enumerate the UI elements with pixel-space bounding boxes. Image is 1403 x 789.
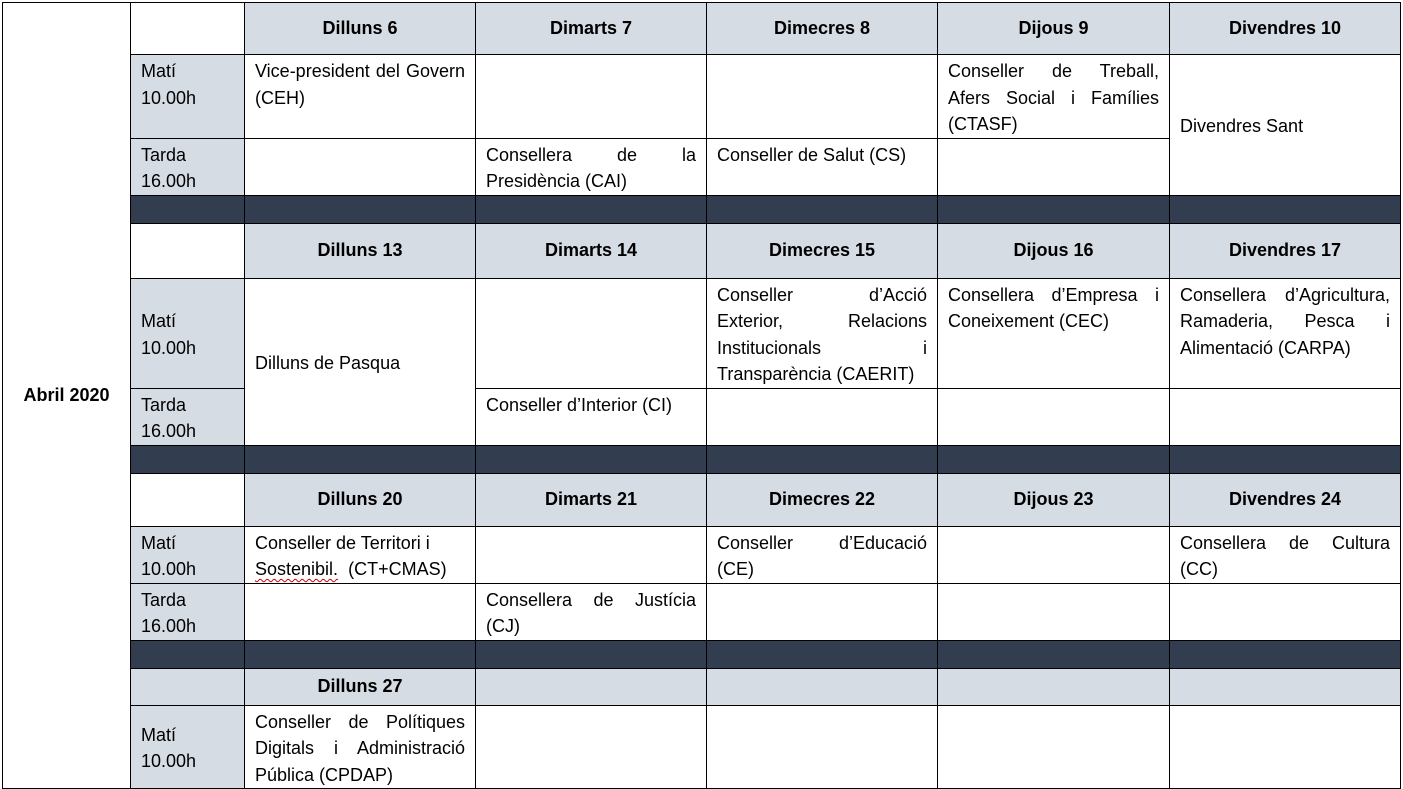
cell-mati: Consellera d’Agricultura, Ramaderia, Pesca i Alimentació (CARPA) (1170, 278, 1401, 388)
slot-tarda: Tarda 16.00h (131, 583, 245, 640)
cell-tarda (1170, 388, 1401, 445)
corner-cell (131, 473, 245, 526)
cell-mati: Conseller de Territori i Sostenibil. (CT+CMAS) (245, 526, 476, 583)
cell-mati (476, 705, 707, 789)
slot-mati: Matí 10.00h (131, 705, 245, 789)
separator (245, 195, 476, 223)
day-header: Dilluns 27 (245, 668, 476, 705)
separator (476, 445, 707, 473)
cell-mati: Conseller de Treball, Afers Social i Famílies (CTASF) (938, 55, 1170, 139)
day-header (938, 668, 1170, 705)
cell-tarda (938, 388, 1170, 445)
separator (476, 195, 707, 223)
cell-mati: Conseller d’Acció Exterior, Relacions Institucionals i Transparència (CAERIT) (707, 278, 938, 388)
cell-mati (1170, 705, 1401, 789)
cell-tarda (938, 138, 1170, 195)
day-header: Dimecres 22 (707, 473, 938, 526)
day-header: Dimarts 14 (476, 223, 707, 278)
separator (131, 195, 245, 223)
slot-mati: Matí 10.00h (131, 278, 245, 388)
cell-tarda (707, 583, 938, 640)
cell-holiday: Divendres Sant (1170, 55, 1401, 196)
separator (938, 640, 1170, 668)
day-header: Divendres 10 (1170, 3, 1401, 55)
cell-mati (707, 705, 938, 789)
cell-mati (476, 278, 707, 388)
day-header: Dimarts 7 (476, 3, 707, 55)
separator (245, 445, 476, 473)
slot-tarda: Tarda 16.00h (131, 388, 245, 445)
day-header (476, 668, 707, 705)
day-header (1170, 668, 1401, 705)
separator (938, 445, 1170, 473)
cell-tarda (245, 138, 476, 195)
day-header (707, 668, 938, 705)
cell-tarda (1170, 583, 1401, 640)
day-header: Dilluns 13 (245, 223, 476, 278)
separator (707, 445, 938, 473)
cell-tarda: Consellera de Justícia (CJ) (476, 583, 707, 640)
slot-mati: Matí 10.00h (131, 526, 245, 583)
separator (1170, 195, 1401, 223)
day-header: Dimarts 21 (476, 473, 707, 526)
separator (707, 640, 938, 668)
cell-mati (938, 526, 1170, 583)
day-header: Dimecres 8 (707, 3, 938, 55)
cell-mati: Vice-president del Govern (CEH) (245, 55, 476, 139)
cell-tarda: Conseller de Salut (CS) (707, 138, 938, 195)
separator (707, 195, 938, 223)
day-header: Divendres 24 (1170, 473, 1401, 526)
day-header: Dilluns 20 (245, 473, 476, 526)
separator (245, 640, 476, 668)
day-header: Dijous 23 (938, 473, 1170, 526)
day-header: Divendres 17 (1170, 223, 1401, 278)
cell-tarda (707, 388, 938, 445)
slot-mati: Matí 10.00h (131, 55, 245, 139)
cell-mati (476, 55, 707, 139)
cell-tarda (938, 583, 1170, 640)
month-label: Abril 2020 (3, 3, 131, 789)
corner-cell (131, 668, 245, 705)
cell-tarda (245, 583, 476, 640)
separator (938, 195, 1170, 223)
separator (1170, 640, 1401, 668)
separator (476, 640, 707, 668)
cell-mati: Conseller de Polítiques Digitals i Administració Pública (CPDAP) (245, 705, 476, 789)
day-header: Dijous 16 (938, 223, 1170, 278)
cell-mati (476, 526, 707, 583)
separator (131, 640, 245, 668)
separator (1170, 445, 1401, 473)
separator (131, 445, 245, 473)
day-header: Dimecres 15 (707, 223, 938, 278)
corner-cell (131, 3, 245, 55)
cell-mati (938, 705, 1170, 789)
cell-mati: Consellera d’Empresa i Coneixement (CEC) (938, 278, 1170, 388)
spellcheck-word: Sostenibil. (255, 559, 339, 579)
cell-holiday: Dilluns de Pasqua (245, 278, 476, 445)
cell-mati: Conseller d’Educació (CE) (707, 526, 938, 583)
cell-tarda: Consellera de la Presidència (CAI) (476, 138, 707, 195)
slot-tarda: Tarda 16.00h (131, 138, 245, 195)
agenda-table (2, 2, 1401, 789)
day-header: Dilluns 6 (245, 3, 476, 55)
corner-cell (131, 223, 245, 278)
day-header: Dijous 9 (938, 3, 1170, 55)
cell-mati: Consellera de Cultura (CC) (1170, 526, 1401, 583)
cell-tarda: Conseller d’Interior (CI) (476, 388, 707, 445)
cell-mati (707, 55, 938, 139)
